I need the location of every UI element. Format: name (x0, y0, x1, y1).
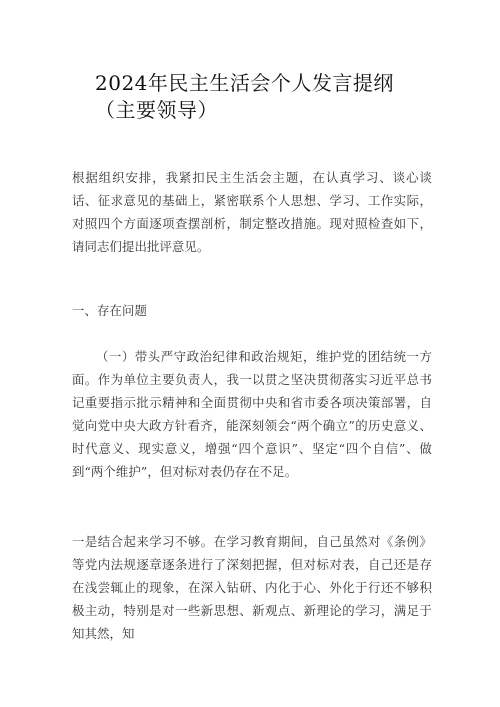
intro-paragraph: 根据组织安排，我紧扣民主生活会主题，在认真学习、谈心谈话、征求意见的基础上，紧密联系个人思想、学习、工作实际，对照四个方面逐项查摆剖析，制定整改措施。现对照检查如下，请同志们提出批评意见。 (72, 170, 432, 254)
section-heading: 一、存在问题 (72, 303, 147, 318)
point-paragraph: （一）带头严守政治纪律和政治规矩，维护党的团结统一方面。作为单位主要负责人，我一以贯之坚决贯彻落实习近平总书记重要指示批示精神和全面贯彻中央和省市委各项决策部署，自觉向党中央大政方针看齐，能深刻领会“两个确立”的历史意义、时代意义、现实意义，增强“四个意识”、坚定“四个自信”、做到“两个维护”，但对标对表仍存在不足。 (72, 349, 432, 479)
sub-point-paragraph: 一是结合起来学习不够。在学习教育期间，自己虽然对《条例》等党内法规逐章逐条进行了深刻把握，但对标对表，自己还是存在浅尝辄止的现象，在深入钻研、内化于心、外化于行还不够积极主动，特别是对一些新思想、新观点、新理论的学习，满足于知其然，知 (72, 534, 432, 641)
document-title: 2024年民主生活会个人发言提纲（主要领导） (95, 71, 394, 122)
